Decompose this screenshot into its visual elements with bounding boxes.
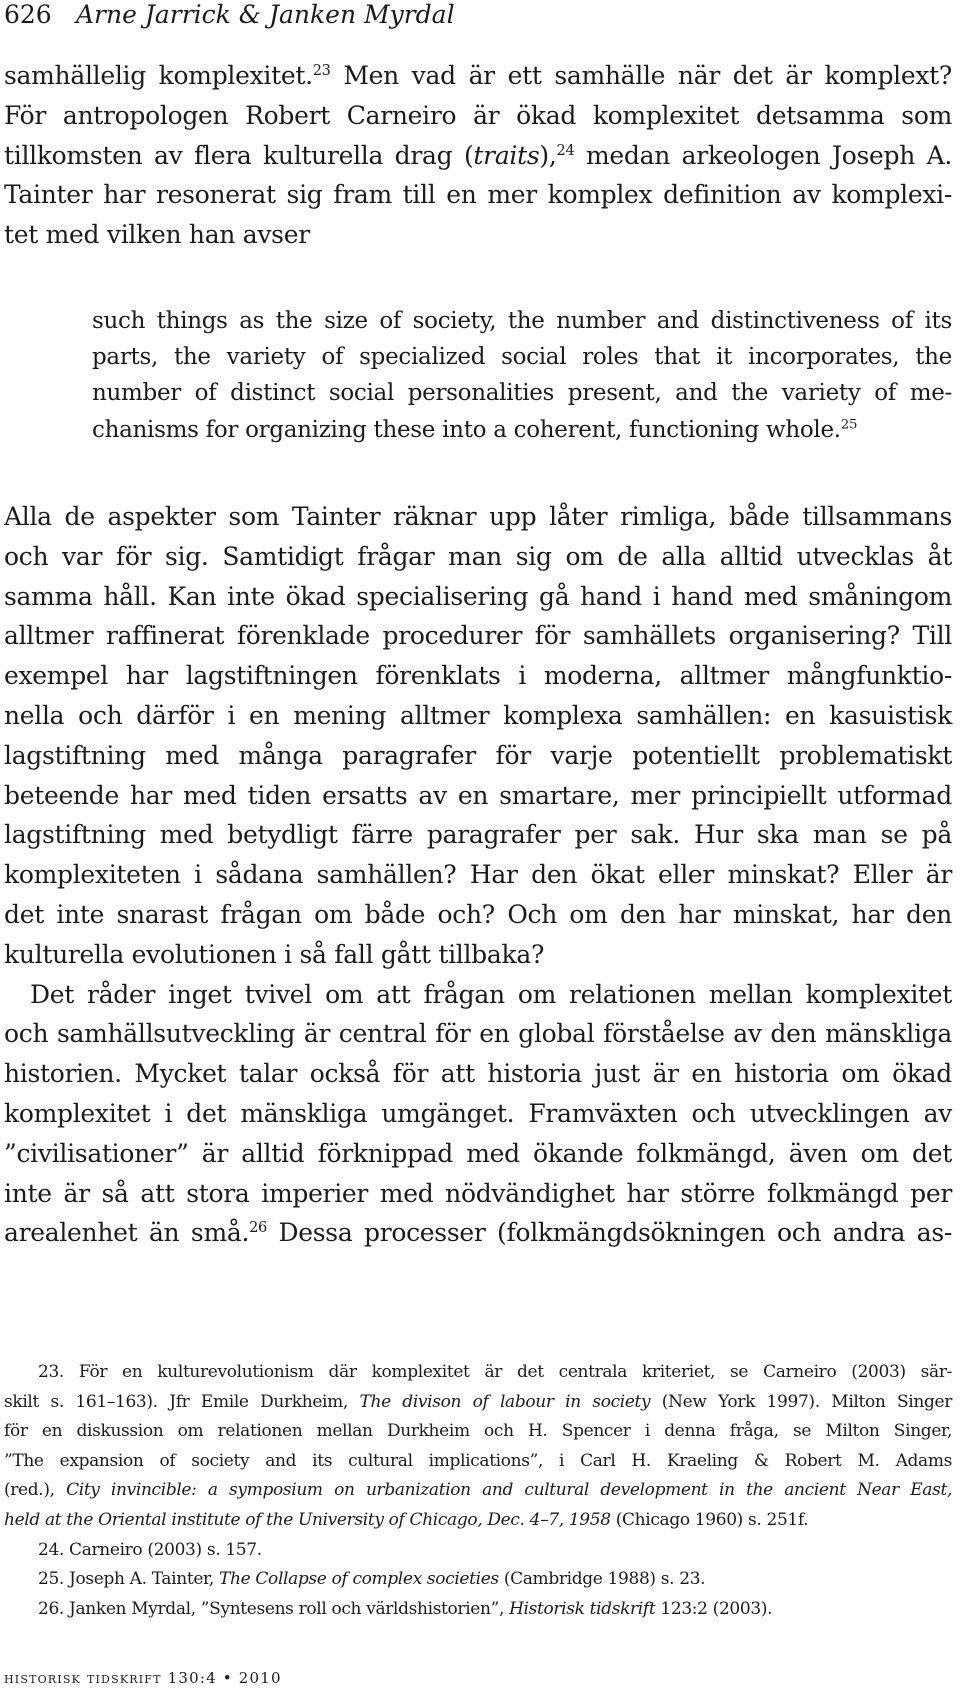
footnote-ref-23[interactable]: 23 [312, 63, 331, 80]
footnotes [4, 1358, 952, 1624]
text-line: Alla de aspekter som Tainter räknar upp låter rimliga, både tillsammans [4, 502, 952, 531]
text-line: samma håll. Kan inte ökad specialisering gå hand i hand med småningom [4, 581, 952, 611]
text-line: alltmer raffinerat förenklade procedurer för samhällets organisering? Till [4, 621, 952, 651]
text-line: För antropologen Robert Carneiro är ökad komplexitet detsamma som [4, 100, 952, 130]
quote-line: such things as the size of society, the number and distinctiveness of its [92, 308, 952, 334]
footnote-line: skilt s. 161–163). Jfr Emile Durkheim, The divison of labour in society (New York 1997). Milton Singer [4, 1391, 952, 1412]
text-line: historien. Mycket talar också för att historia just är en historia om ökad [4, 1059, 952, 1089]
text-line: det inte snarast frågan om både och? Och om den har minskat, har den [4, 899, 952, 929]
text-line: inte är så att stora imperier med nödvändighet har större folkmängd per [4, 1178, 952, 1208]
footnote-line: (red.), City invincible: a symposium on urbanization and cultural development in the ancient Near East, [4, 1480, 953, 1501]
text-line: ”civilisationer” är alltid förknippad med ökande folkmängd, även om det [4, 1138, 952, 1168]
text-line: beteende har med tiden ersatts av en smartare, mer principiellt utformad [4, 780, 952, 810]
paragraph-2-3 [4, 497, 952, 1253]
footnote-24: 24. Carneiro (2003) s. 157. [38, 1539, 262, 1560]
footnote-25: 25. Joseph A. Tainter, The Collapse of complex societies (Cambridge 1988) s. 23. [38, 1569, 706, 1590]
footnote-line: för en diskussion om relationen mellan Durkheim och H. Spencer i denna fråga, se Milton Singer, [4, 1421, 952, 1442]
footnote-ref-25[interactable]: 25 [840, 417, 858, 433]
footnote-line: held at the Oriental institute of the University of Chicago, Dec. 4–7, 1958 (Chicago 1960) s. 251f. [4, 1509, 809, 1530]
text-line: exempel har lagstiftningen förenklats i moderna, alltmer mångfunktio- [4, 661, 952, 691]
text-line: lagstiftning med många paragrafer för varje potentiellt problematiskt [4, 740, 952, 770]
text-line: tet med vilken han avser [4, 220, 310, 250]
author-names: Arne Jarrick & Janken Myrdal [76, 0, 455, 29]
footnote-23: 23. För en kulturevolutionism där komplexitet är det centrala kriteriet, se Carneiro (2003) sär- [38, 1362, 952, 1382]
footnote-ref-26[interactable]: 26 [249, 1220, 267, 1237]
text-line: och var för sig. Samtidigt frågar man sig om de alla alltid utvecklas åt [4, 541, 952, 571]
footnote-ref-24[interactable]: 24 [556, 142, 575, 159]
text-line: samhällelig komplexitet.$^{23}$ Men vad är ett samhälle när det är komplext? [4, 61, 952, 90]
block-quote [92, 303, 952, 448]
quote-line: chanisms for organizing these into a coherent, functioning whole.$^{25}$ [92, 416, 858, 443]
text-line: arealenhet än små.$^{26}$ Dessa processer (folkmängdsökningen och andra as- [4, 1218, 952, 1248]
paragraph-1 [4, 56, 952, 255]
text-line: komplexitet i det mänskliga umgänget. Framväxten och utvecklingen av [4, 1098, 952, 1128]
text-line: kulturella evolutionen i så fall gått tillbaka? [4, 939, 545, 969]
footnote-26: 26. Janken Myrdal, ”Syntesens roll och världshistorien”, Historisk tidskrift 123:2 (2003). [38, 1598, 773, 1619]
running-head [4, 0, 944, 30]
text-line: lagstiftning med betydligt färre paragrafer per sak. Hur ska man se på [4, 820, 952, 850]
text-line: tillkomsten av flera kulturella drag (traits),$^{24}$ medan arkeologen Joseph A. [4, 140, 952, 170]
page-number: 626 [4, 0, 52, 29]
quote-line: parts, the variety of specialized social roles that it incorporates, the [92, 344, 952, 371]
text-line: nella och därför i en mening alltmer komplexa samhällen: en kasuistisk [4, 700, 952, 730]
quote-line: number of distinct social personalities present, and the variety of me- [92, 380, 952, 407]
text-line: komplexiteten i sådana samhällen? Har den ökat eller minskat? Eller är [4, 860, 952, 890]
footnote-line: ”The expansion of society and its cultural implications”, i Carl H. Kraeling & Robert M. Adams [4, 1450, 952, 1471]
text-line: Det råder inget tvivel om att frågan om relationen mellan komplexitet [30, 979, 952, 1009]
journal-footer: historisk tidskrift 130:4 • 2010 [4, 1669, 282, 1687]
text-line: Tainter har resonerat sig fram till en mer komplex definition av komplexi- [4, 180, 952, 210]
text-line: och samhällsutveckling är central för en global förståelse av den mänskliga [4, 1019, 952, 1049]
